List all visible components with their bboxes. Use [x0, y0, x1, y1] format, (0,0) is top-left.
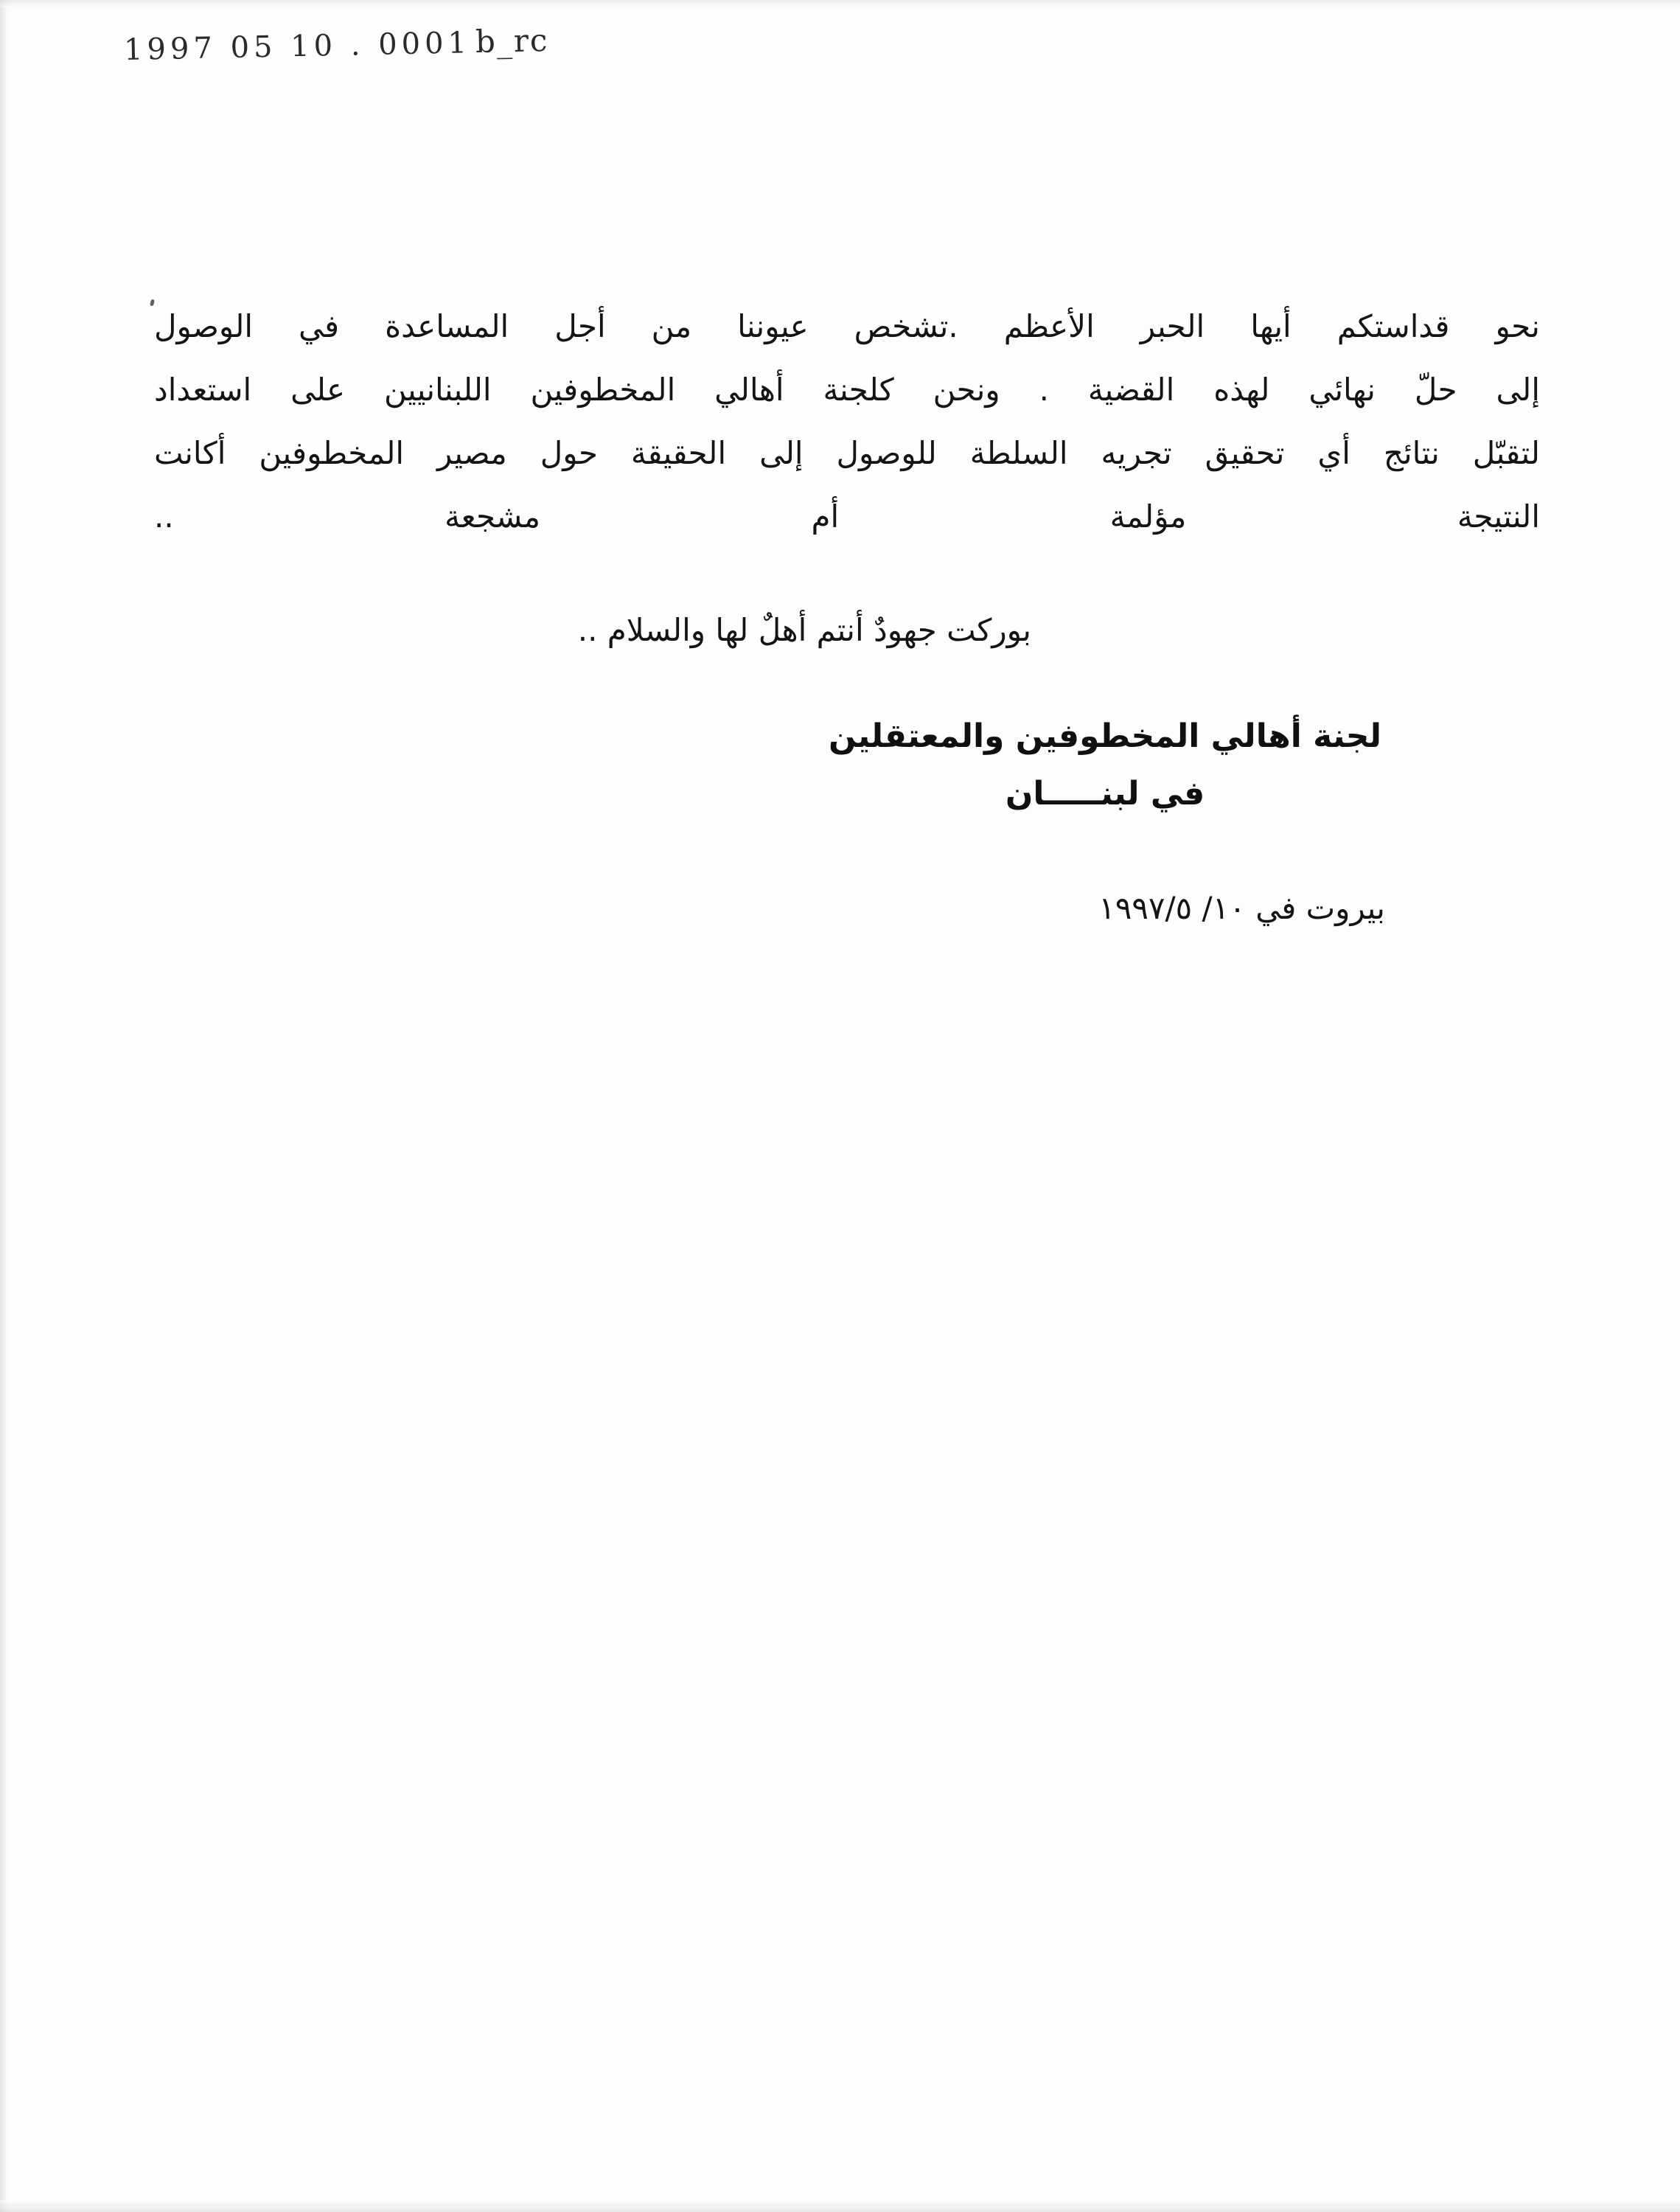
- archival-reference-text: 1997 05 10 . 0001: [123, 26, 472, 68]
- archival-reference-number: [124, 22, 549, 67]
- signature-block: [781, 708, 1429, 823]
- closing-salutation: بوركت جهودٌ أنتم أهلٌ لها والسلام ..: [577, 612, 1031, 648]
- archival-reference-suffix: b_rc: [475, 21, 549, 60]
- place-and-date: بيروت في ١٠/ ١٩٩٧/٥: [1098, 890, 1385, 926]
- scan-edge-top: [0, 0, 1680, 7]
- body-line: نحو قداستكم أيها الحبر الأعظم .تشخص عيوننا من أجل المساعدة في الوصول: [154, 308, 1540, 344]
- signature-organization-name: لجنة أهالي المخطوفين والمعتقلين: [828, 717, 1382, 755]
- body-line: النتيجة مؤلمة أم مشجعة ..: [154, 498, 1540, 535]
- scan-edge-left: [0, 0, 10, 2212]
- signature-organization-location: في لبنـــــان: [1005, 775, 1205, 813]
- scan-edge-bottom: [0, 2200, 1680, 2212]
- letter-body: [154, 295, 1540, 549]
- body-line: إلى حلّ نهائي لهذه القضية . ونحن كلجنة أهالي المخطوفين اللبنانيين على استعداد: [154, 372, 1540, 408]
- body-line: لتقبّل نتائج أي تحقيق تجريه السلطة للوصول إلى الحقيقة حول مصير المخطوفين أكانت: [154, 435, 1540, 471]
